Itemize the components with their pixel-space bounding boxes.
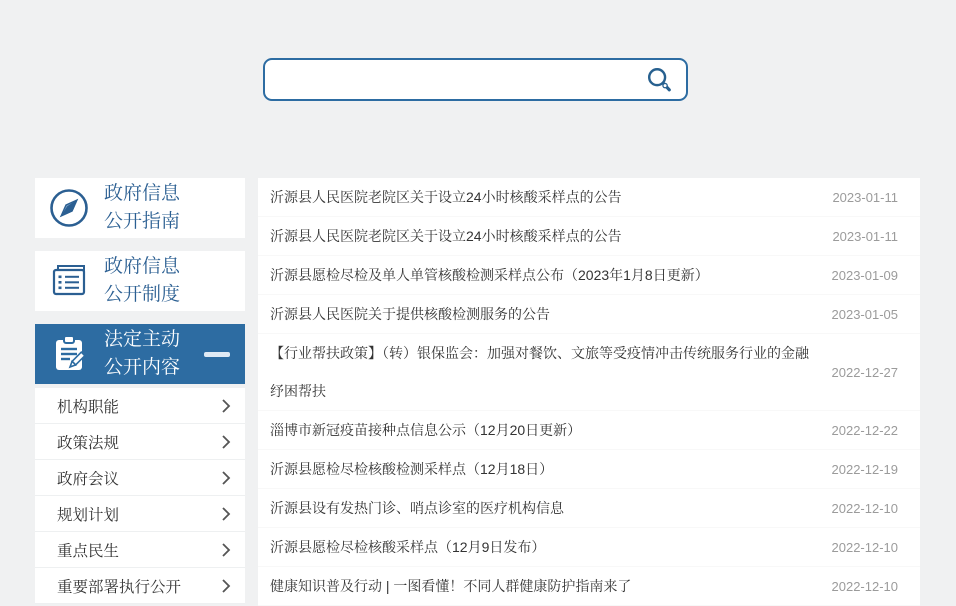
news-row[interactable] <box>258 450 920 489</box>
compass-icon <box>47 186 91 230</box>
news-row[interactable] <box>258 256 920 295</box>
sidebar-item-label: 重要部署执行公开 <box>57 578 182 596</box>
card-label-line2: 公开指南 <box>104 211 181 232</box>
sidebar-submenu <box>35 388 245 604</box>
news-date: 2023-01-11 <box>832 228 898 244</box>
search-icon <box>645 66 673 94</box>
news-row[interactable] <box>258 178 920 217</box>
news-title-link[interactable]: 沂源县人民医院老院区关于设立24小时核酸采样点的公告 <box>270 228 622 244</box>
news-row[interactable] <box>258 489 920 528</box>
sidebar-item-label: 规划计划 <box>57 506 120 524</box>
sidebar-card-disclosure-system[interactable] <box>35 251 245 311</box>
news-title-link[interactable]: 沂源县愿检尽检核酸采样点（12月9日发布） <box>270 539 546 555</box>
search-input[interactable] <box>265 60 632 99</box>
sidebar-card-statutory-disclosure[interactable] <box>35 324 245 384</box>
news-date: 2023-01-11 <box>832 189 898 205</box>
search-button[interactable] <box>632 60 686 99</box>
news-title-link[interactable]: 沂源县人民医院老院区关于设立24小时核酸采样点的公告 <box>270 189 622 205</box>
chevron-right-icon <box>221 434 231 450</box>
chevron-right-icon <box>221 578 231 594</box>
card-label-line1: 政府信息 <box>104 256 181 277</box>
chevron-right-icon <box>221 470 231 486</box>
card-label-line2: 公开内容 <box>104 357 181 378</box>
news-date: 2022-12-27 <box>831 364 898 380</box>
chevron-right-icon <box>221 398 231 414</box>
news-title-link[interactable]: 沂源县人民医院关于提供核酸检测服务的公告 <box>270 306 550 322</box>
news-row[interactable] <box>258 567 920 606</box>
card-label-line2: 公开制度 <box>104 284 181 305</box>
news-row[interactable] <box>258 217 920 256</box>
sidebar-card-label <box>104 326 180 382</box>
collapse-minus-icon[interactable] <box>204 352 230 357</box>
news-date: 2023-01-05 <box>831 306 898 322</box>
news-date: 2022-12-10 <box>831 578 898 594</box>
clipboard-pen-icon <box>47 332 91 376</box>
news-date: 2022-12-10 <box>831 539 898 555</box>
news-title-link[interactable]: 健康知识普及行动 | 一图看懂！不同人群健康防护指南来了 <box>270 578 632 594</box>
chevron-right-icon <box>221 506 231 522</box>
news-date: 2023-01-09 <box>831 267 898 283</box>
news-date: 2022-12-10 <box>831 500 898 516</box>
search-bar <box>263 58 688 101</box>
news-date: 2022-12-22 <box>831 422 898 438</box>
sidebar-item-label: 机构职能 <box>57 398 120 416</box>
sidebar-item-label: 重点民生 <box>57 542 120 560</box>
news-list <box>258 178 920 606</box>
news-row[interactable] <box>258 411 920 450</box>
sidebar-item-policies-regulations[interactable] <box>35 424 245 460</box>
news-date: 2022-12-19 <box>831 461 898 477</box>
news-title-link[interactable]: 沂源县愿检尽检核酸检测采样点（12月18日） <box>270 461 554 477</box>
sidebar-card-label <box>104 253 180 309</box>
card-label-line1: 法定主动 <box>104 329 181 350</box>
sidebar <box>35 178 245 604</box>
news-row[interactable] <box>258 334 920 411</box>
sidebar-item-label: 政府会议 <box>57 470 120 488</box>
sidebar-item-government-meetings[interactable] <box>35 460 245 496</box>
news-row[interactable] <box>258 528 920 567</box>
news-title-link[interactable]: 沂源县愿检尽检及单人单管核酸检测采样点公布（2023年1月8日更新） <box>270 267 709 283</box>
sidebar-item-key-deployment-disclosure[interactable] <box>35 568 245 604</box>
sidebar-item-label: 政策法规 <box>57 434 120 452</box>
sidebar-item-agency-functions[interactable] <box>35 388 245 424</box>
news-row[interactable] <box>258 295 920 334</box>
chevron-right-icon <box>221 542 231 558</box>
news-title-link[interactable]: 沂源县设有发热门诊、哨点诊室的医疗机构信息 <box>270 500 564 516</box>
news-title-link[interactable]: 淄博市新冠疫苗接种点信息公示（12月20日更新） <box>270 422 582 438</box>
document-list-icon <box>47 259 91 303</box>
sidebar-item-key-livelihood[interactable] <box>35 532 245 568</box>
sidebar-card-label <box>104 180 180 236</box>
card-label-line1: 政府信息 <box>104 183 181 204</box>
sidebar-card-disclosure-guide[interactable] <box>35 178 245 238</box>
news-title-link[interactable]: 【行业帮扶政策】（转）银保监会：加强对餐饮、文旅等受疫情冲击传统服务行业的金融纾困帮扶 <box>270 345 809 399</box>
sidebar-item-planning[interactable] <box>35 496 245 532</box>
